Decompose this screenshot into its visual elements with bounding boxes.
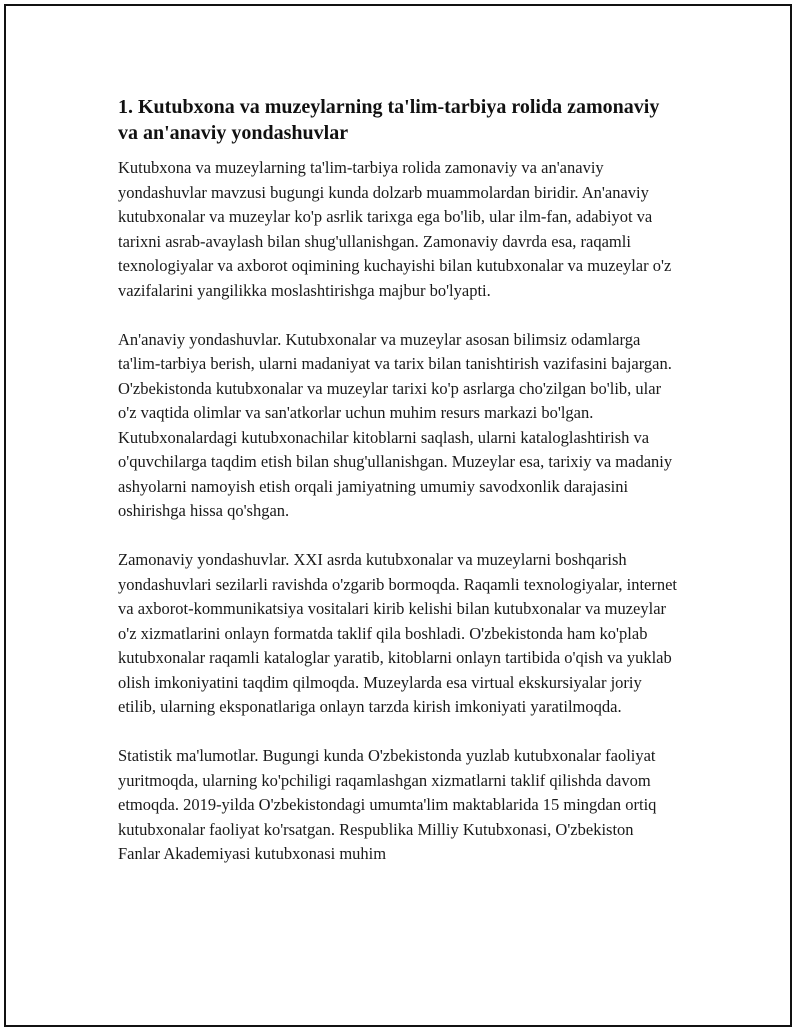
section-title: 1. Kutubxona va muzeylarning ta'lim-tarbiya rolida zamonaviy va an'anaviy yondashuvlar <box>118 96 660 144</box>
paragraph-statistics: Statistik ma'lumotlar. Bugungi kunda O'zbekistonda yuzlab kutubxonalar faoliyat yuritmoqda, ularning ko'pchiligi raqamlashgan xizmatlarni taklif qilishda davom etmoqda. 2019-yilda O'zbekistondagi umumta'lim maktablarida 15 mingdan ortiq kutubxonalar faoliyat ko'rsatgan. Respublika Milliy Kutubxonasi, O'zbekiston Fanlar Akademiyasi kutubxonasi muhim <box>118 746 657 863</box>
paragraph-traditional-approaches: An'anaviy yondashuvlar. Kutubxonalar va muzeylar asosan bilimsiz odamlarga ta'lim-tarbiya berish, ularni madaniyat va tarix bilan tanishtirish vazifasini bajargan. O'zbekistonda kutubxonalar va muzeylar tarixi ko'p asrlarga cho'zilgan bo'lib, ular o'z vaqtida olimlar va san'atkorlar uchun muhim resurs markazi bo'lgan. Kutubxonalardagi kutubxonachilar kitoblarni saqlash, ularni kataloglashtirish va o'quvchilarga taqdim etish bilan shug'ullanishgan. Muzeylar esa, tarixiy va madaniy ashyolarni namoyish etish orqali jamiyatning umumiy savodxonlik darajasini oshirishga hissa qo'shgan. <box>118 329 673 520</box>
document-body <box>118 94 678 891</box>
paragraph-modern-approaches: Zamonaviy yondashuvlar. XXI asrda kutubxonalar va muzeylarni boshqarish yondashuvlari sezilarli ravishda o'zgarib bormoqda. Raqamli texnologiyalar, internet va axborot-kommunikatsiya vositalari kirib kelishi bilan kutubxonalar va muzeylar o'z xizmatlarini onlayn formatda taklif qila boshladi. O'zbekistonda ham ko'plab kutubxonalar raqamli kataloglar yaratib, kitoblarni onlayn tartibida o'qish va yuklab olish imkoniyatini taqdim qilmoqda. Muzeylarda esa virtual ekskursiyalar joriy etilib, ularning eksponatlariga onlayn tarzda kirish imkoniyati yaratilmoqda. <box>118 550 678 716</box>
paragraph-intro: Kutubxona va muzeylarning ta'lim-tarbiya rolida zamonaviy va an'anaviy yondashuvlar mavzusi bugungi kunda dolzarb muammolardan biridir. An'anaviy kutubxonalar va muzeylar ko'p asrlik tarixga ega bo'lib, ular ilm-fan, adabiyot va tarixni asrab-avaylash bilan shug'ullanishgan. Zamonaviy davrda esa, raqamli texnologiyalar va axborot oqimining kuchayishi bilan kutubxonalar va muzeylar o'z vazifalarini yangilikka moslashtirishga majbur bo'lyapti. <box>118 158 672 300</box>
